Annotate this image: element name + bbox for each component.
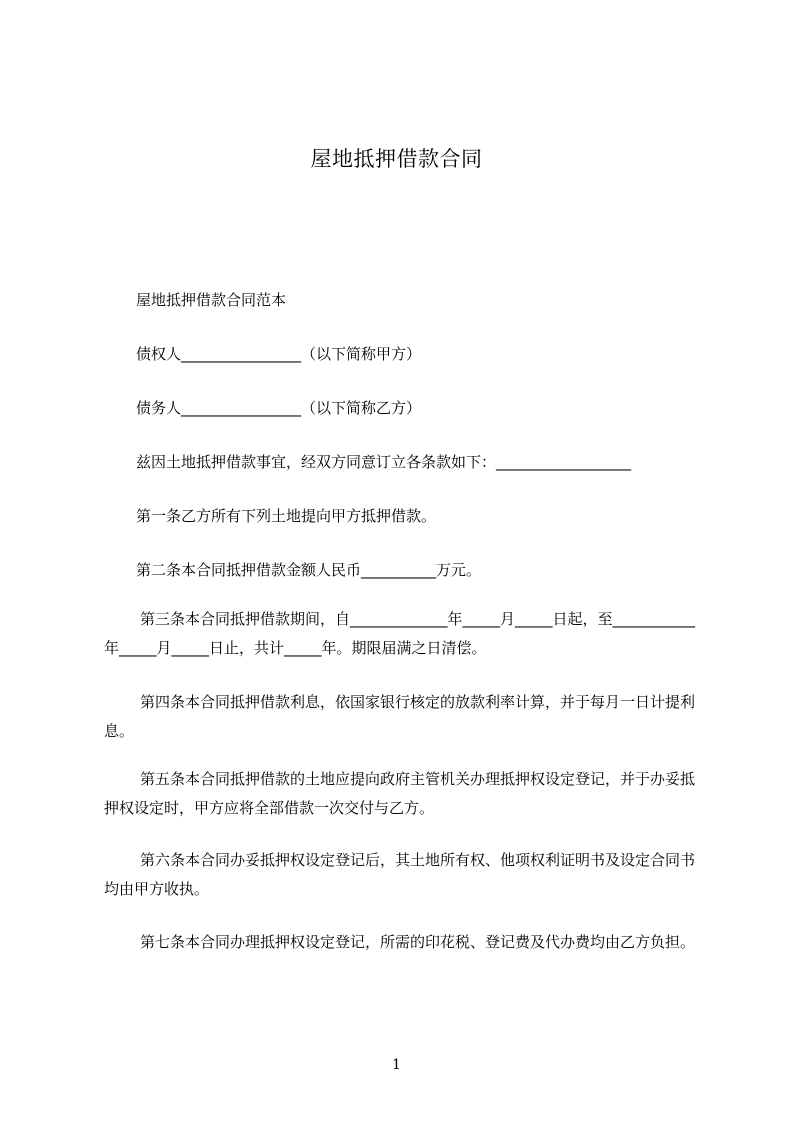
article-3: 第三条本合同抵押借款期间，自_____________年_____月_____日起，至___________年_____月_____日止，共计_____年。期限届满之日清偿。 (104, 610, 696, 657)
creditor-line: 债权人________________（以下简称甲方） (136, 345, 422, 363)
article-2: 第二条本合同抵押借款金额人民币__________万元。 (136, 561, 482, 579)
document-subtitle: 屋地抵押借款合同范本 (136, 291, 287, 309)
document-title: 屋地抵押借款合同 (310, 147, 483, 171)
article-5: 第五条本合同抵押借款的土地应提向政府主管机关办理抵押权设定登记，并于办妥抵押权设定时，甲方应将全部借款一次交付与乙方。 (104, 770, 696, 817)
intro-paragraph: 兹因土地抵押借款事宜，经双方同意订立各条款如下：__________________ (136, 453, 632, 471)
debtor-line: 债务人________________（以下简称乙方） (136, 399, 422, 417)
page-number: 1 (392, 1057, 401, 1073)
article-7: 第七条本合同办理抵押权设定登记，所需的印花税、登记费及代办费均由乙方负担。 (140, 933, 696, 951)
article-6: 第六条本合同办妥抵押权设定登记后，其土地所有权、他项权利证明书及设定合同书均由甲方收执。 (104, 851, 696, 898)
article-1: 第一条乙方所有下列土地提向甲方抵押借款。 (136, 507, 437, 525)
article-4: 第四条本合同抵押借款利息，依国家银行核定的放款利率计算，并于每月一日计提利息。 (104, 693, 696, 740)
